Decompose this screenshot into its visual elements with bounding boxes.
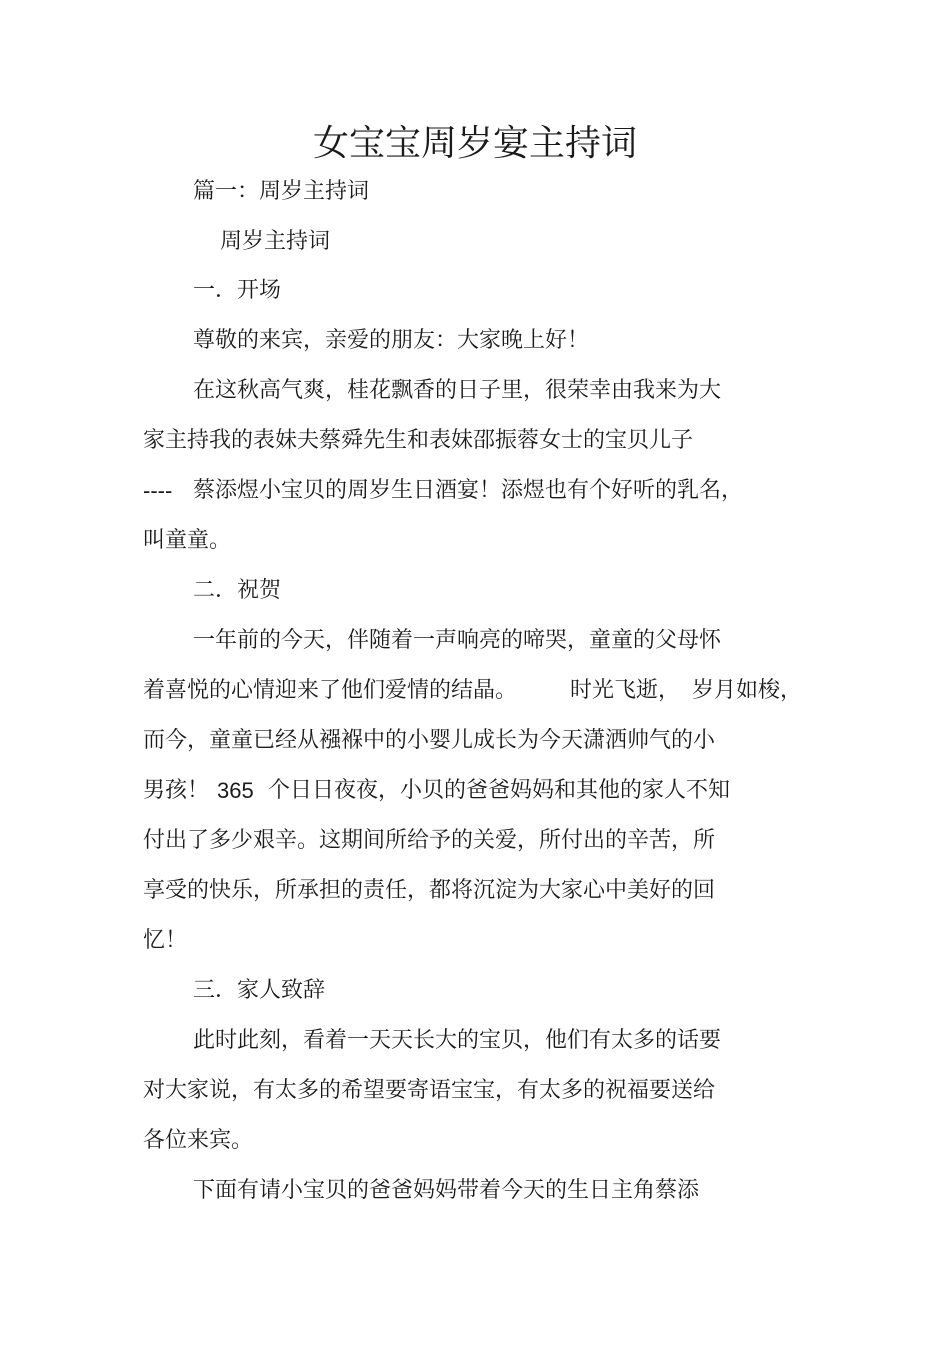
paragraph-line: 付出了多少艰辛。这期间所给予的关爱，所付出的辛苦，所 <box>143 828 716 853</box>
day-count-number: 365 <box>217 778 254 803</box>
paragraph-phrase: 男孩！ <box>143 778 210 803</box>
paragraph-line: 家主持我的表妹夫蔡舜先生和表妹邵振蓉女士的宝贝儿子 <box>143 428 694 453</box>
paragraph-line: 而今，童童已经从襁褓中的小婴儿成长为今天潇洒帅气的小 <box>143 728 716 753</box>
section-heading-chapter-one: 篇一：周岁主持词 <box>193 179 370 204</box>
paragraph-line: 着喜悦的心情迎来了他们爱情的结晶。 <box>143 678 518 703</box>
paragraph-line: 此时此刻，看着一天天长大的宝贝，他们有太多的话要 <box>193 1028 722 1053</box>
paragraph-phrase: 时光飞逝， <box>570 678 681 703</box>
dash-separator: ---- <box>143 478 173 503</box>
paragraph-line: 一年前的今天，伴随着一声响亮的啼哭，童童的父母怀 <box>193 628 722 653</box>
paragraph-phrase: 个日日夜夜，小贝的爸爸妈妈和其他的家人不知 <box>268 778 731 803</box>
paragraph-line: 忆！ <box>143 928 188 953</box>
section-heading-family-speech: 三．家人致辞 <box>193 978 326 1003</box>
paragraph-line: 下面有请小宝贝的爸爸妈妈带着今天的生日主角蔡添 <box>193 1178 700 1203</box>
section-heading-opening: 一．开场 <box>193 278 282 303</box>
document-title: 女宝宝周岁宴主持词 <box>312 123 637 164</box>
paragraph-line: 蔡添煜小宝贝的周岁生日酒宴！添煜也有个好听的乳名， <box>193 478 744 503</box>
paragraph-phrase: 岁月如梭， <box>692 678 803 703</box>
paragraph-line: 对大家说，有太多的希望要寄语宝宝，有太多的祝福要送给 <box>143 1078 716 1103</box>
paragraph-line: 各位来宾。 <box>143 1128 254 1153</box>
paragraph-line: 叫童童。 <box>143 528 232 553</box>
paragraph-line: 享受的快乐，所承担的责任，都将沉淀为大家心中美好的回 <box>143 878 716 903</box>
paragraph-line: 在这秋高气爽，桂花飘香的日子里，很荣幸由我来为大 <box>193 378 722 403</box>
section-heading-congratulations: 二．祝贺 <box>193 578 282 603</box>
paragraph-line: 尊敬的来宾，亲爱的朋友：大家晚上好！ <box>193 328 590 353</box>
subheading: 周岁主持词 <box>220 229 331 254</box>
